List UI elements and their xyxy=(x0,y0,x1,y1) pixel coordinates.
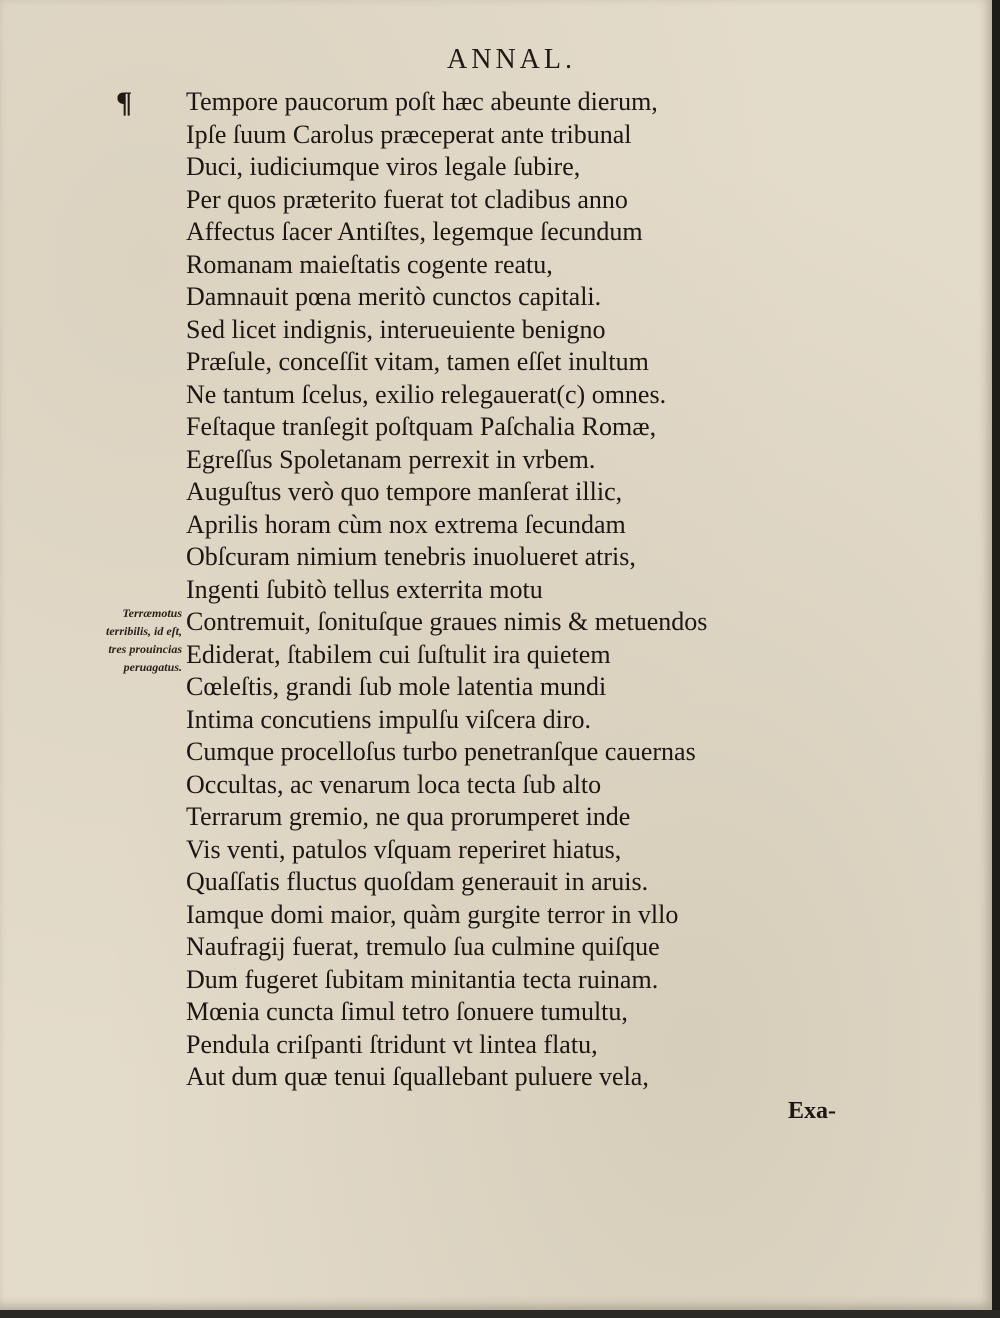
verse-line: Terrarum gremio, ne qua prorumperet inde xyxy=(186,802,631,831)
marginal-note-line: peruagatus. xyxy=(123,660,182,674)
verse-line: Dum fugeret ſubitam minitantia tecta ruinam. xyxy=(186,964,659,994)
verse-line: Romanam maieſtatis cogente reatu, xyxy=(186,249,553,279)
verse-line: Iamque domi maior, quàm gurgite terror in vllo xyxy=(186,899,679,929)
verse-line: Ediderat, ſtabilem cui ſuſtulit ira quietem xyxy=(186,639,611,669)
verse-line: Pendula criſpanti ſtridunt vt lintea flatu, xyxy=(186,1029,598,1059)
verse-line: Damnauit pœna meritò cunctos capitali. xyxy=(186,282,602,311)
verse-line: Aut dum quæ tenui ſquallebant puluere vela, xyxy=(186,1062,649,1091)
verse-line: Tempore paucorum poſt hæc abeunte dierum, xyxy=(186,87,658,116)
page-edge-shadow xyxy=(992,0,1000,1318)
verse-line: Occultas, ac venarum loca tecta ſub alto xyxy=(186,769,602,799)
verse-line: Aprilis horam cùm nox extrema ſecundam xyxy=(186,509,626,539)
marginal-note-line: tres prouincias xyxy=(108,642,182,656)
running-head: ANNAL. xyxy=(447,44,576,75)
verse-line: Ne tantum ſcelus, exilio relegauerat(c) omnes. xyxy=(186,379,667,409)
verse-line: Contremuit, ſonituſque graues nimis & metuendos xyxy=(186,607,708,636)
verse-line: Duci, iudiciumque viros legale ſubire, xyxy=(186,152,581,181)
verse-line: Feſtaque tranſegit poſtquam Paſchalia Romæ, xyxy=(186,412,657,441)
verse-line: Vis venti, patulos vſquam reperiret hiatus, xyxy=(186,834,622,864)
verse-line: Ingenti ſubitò tellus exterrita motu xyxy=(186,574,543,604)
marginal-note-line: terribilis, id eſt, xyxy=(106,624,182,638)
catchword: Exa- xyxy=(788,1098,836,1124)
verse-line: Affectus ſacer Antiſtes, legemque ſecundum xyxy=(186,217,643,246)
verse-line: Ipſe ſuum Carolus præceperat ante tribunal xyxy=(186,119,632,149)
verse-line: Obſcuram nimium tenebris inuolueret atris, xyxy=(186,542,636,571)
verse-line: Sed licet indignis, interueuiente benigno xyxy=(186,314,606,344)
page-bottom-edge xyxy=(0,1310,1000,1318)
verse-text xyxy=(186,86,866,1094)
verse-line: Cumque procelloſus turbo penetranſque cauernas xyxy=(186,737,696,766)
verse-line: Præſule, conceſſit vitam, tamen eſſet inultum xyxy=(186,347,649,376)
verse-line: Per quos præterito fuerat tot cladibus anno xyxy=(186,184,628,214)
verse-line: Quaſſatis fluctus quoſdam generauit in aruis. xyxy=(186,867,649,896)
verse-line: Egreſſus Spoletanam perrexit in vrbem. xyxy=(186,444,596,474)
marginal-note-line: Terræmotus xyxy=(122,606,182,620)
marginal-note xyxy=(32,604,182,676)
verse-line: Cœleſtis, grandi ſub mole latentia mundi xyxy=(186,672,607,701)
verse-line: Mœnia cuncta ſimul tetro ſonuere tumultu, xyxy=(186,997,628,1026)
verse-line: Auguſtus verò quo tempore manſerat illic, xyxy=(186,477,623,506)
paragraph-mark: ¶ xyxy=(116,86,133,119)
verse-line: Intima concutiens impulſu viſcera diro. xyxy=(186,704,592,734)
verse-line: Naufragij fuerat, tremulo ſua culmine quiſque xyxy=(186,932,660,961)
